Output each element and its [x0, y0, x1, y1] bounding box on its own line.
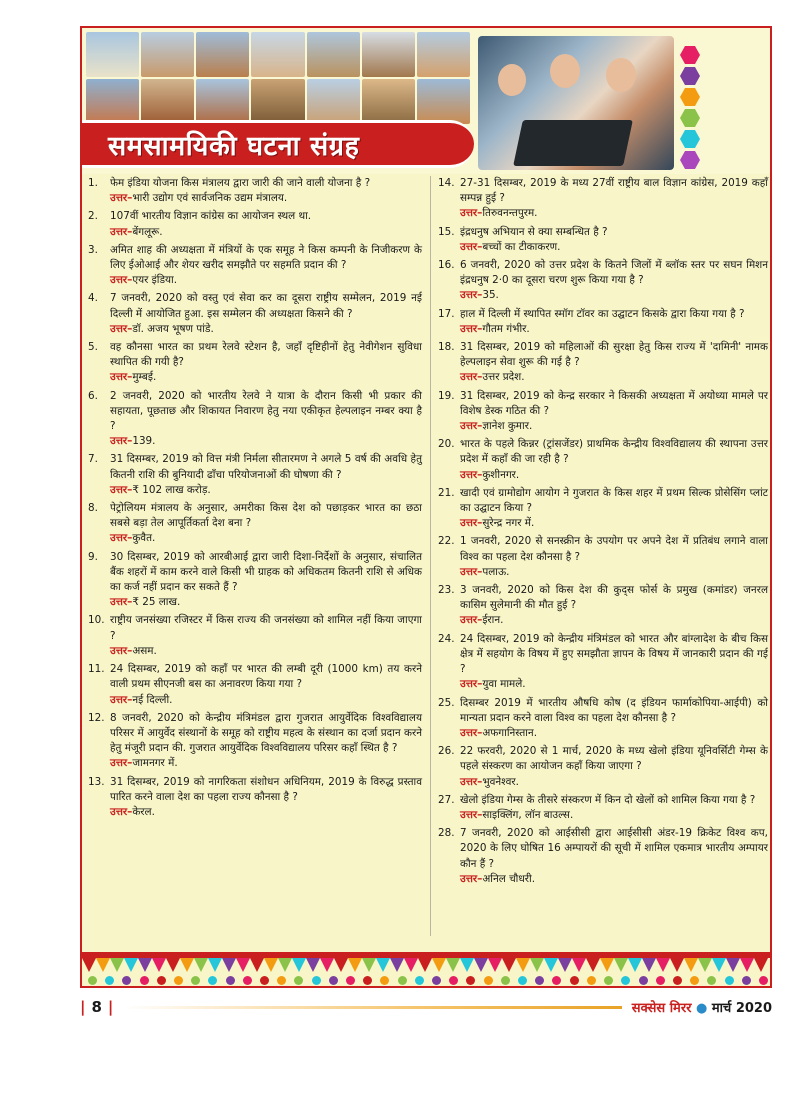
triangle-decoration — [642, 958, 656, 972]
answer-label: उत्तर– — [110, 274, 133, 287]
answer-label: उत्तर– — [110, 693, 133, 706]
dot-decoration — [398, 976, 407, 985]
question-text: 31 दिसम्बर, 2019 को नागरिकता संशोधन अधिनियम, 2019 के विरुद्ध प्रस्ताव पारित करने वाला देश का पहला राज्य कौनसा है ? — [110, 775, 422, 803]
answer-text: कुवैत. — [132, 532, 156, 545]
questions-left-column — [88, 176, 422, 823]
answer-line — [438, 468, 768, 483]
question-number: 9. — [88, 550, 98, 563]
triangle-decoration — [376, 958, 390, 972]
triangle-decoration — [208, 958, 222, 972]
hexagon-shape — [680, 151, 700, 169]
answer-text: साइक्लिंग, लॉन बाउल्स. — [482, 808, 574, 821]
question-item — [88, 176, 422, 191]
question-item — [88, 613, 422, 643]
answer-line — [438, 677, 768, 692]
triangle-decoration — [656, 958, 670, 972]
hexagon-shape — [680, 109, 700, 127]
answer-line — [438, 613, 768, 628]
question-item — [88, 662, 422, 692]
question-text: अमित शाह की अध्यक्षता में मंत्रियों के एक समूह ने किस कम्पनी के निजीकरण के लिए ईओआई और शेयर खरीद समझौते पर सहमति प्रदान की ? — [110, 243, 422, 272]
question-item — [438, 583, 768, 613]
hexagon-shape — [680, 130, 700, 148]
triangle-decoration — [292, 958, 306, 972]
answer-text: 139. — [132, 435, 156, 448]
answer-text: जामनगर में. — [132, 757, 178, 770]
question-text: 30 दिसम्बर, 2019 को आरबीआई द्वारा जारी दिशा-निर्देशों के अनुसार, संचालित बैंक शहरों में काम करने वाले किसी भी ग्राहक को अधिकतम कितनी राशि से अधिक का कर्ज नहीं प्रदान कर सकते हैं ? — [110, 550, 422, 594]
question-text: पेट्रोलियम मंत्रालय के अनुसार, अमरीका किस देश को पछाड़कर भारत का छठा सबसे बड़ा तेल आपूर्तिकर्ता देश बना ? — [110, 502, 422, 530]
answer-label: उत्तर– — [460, 614, 483, 627]
question-number: 8. — [88, 502, 98, 515]
answer-label: उत्तर– — [460, 808, 483, 821]
hexagon-shape — [680, 67, 700, 85]
triangle-decoration — [348, 958, 362, 972]
answer-line — [438, 775, 768, 790]
question-number: 26. — [438, 745, 455, 758]
dot-decoration — [604, 976, 613, 985]
dot-decoration — [484, 976, 493, 985]
hexagon-shape — [680, 88, 700, 106]
dot-decoration — [639, 976, 648, 985]
question-number: 19. — [438, 389, 455, 402]
answer-text: ईरान. — [482, 614, 504, 627]
triangle-decoration — [670, 958, 684, 972]
question-item — [88, 452, 422, 482]
dot-decoration — [243, 976, 252, 985]
answer-label: उत्तर– — [460, 371, 483, 384]
triangle-decoration — [278, 958, 292, 972]
triangle-decoration — [754, 958, 768, 972]
question-text: 27-31 दिसम्बर, 2019 के मध्य 27वीं राष्ट्रीय बाल विज्ञान कांग्रेस, 2019 कहाँ सम्पन्न हुई ? — [460, 177, 768, 205]
triangle-decoration — [96, 958, 110, 972]
triangle-decoration — [236, 958, 250, 972]
triangle-decoration — [474, 958, 488, 972]
answer-text: तिरुवनन्तपुरम. — [482, 207, 538, 220]
answer-text: ज्ञानेश कुमार. — [482, 420, 533, 433]
question-item — [438, 225, 768, 240]
dot-decoration — [656, 976, 665, 985]
answer-text: डॉ. अजय भूषण पांडे. — [132, 322, 214, 335]
question-number: 17. — [438, 307, 455, 320]
triangle-decoration — [446, 958, 460, 972]
question-number: 11. — [88, 663, 105, 676]
answer-text: ₹ 25 लाख. — [132, 596, 181, 609]
question-number: 27. — [438, 793, 455, 806]
footer-rule — [122, 1006, 622, 1009]
triangle-decoration — [544, 958, 558, 972]
triangle-decoration — [740, 958, 754, 972]
answer-text: सुरेन्द्र नगर में. — [482, 517, 535, 530]
dot-decoration — [312, 976, 321, 985]
answer-line — [88, 191, 422, 206]
page-title: समसामयिकी घटना संग्रह — [108, 130, 360, 162]
triangle-decoration — [586, 958, 600, 972]
question-item — [88, 209, 422, 224]
question-item — [88, 501, 422, 531]
triangle-decoration — [166, 958, 180, 972]
answer-line — [88, 434, 422, 449]
answer-line — [438, 872, 768, 887]
answer-text: पलाऊ. — [482, 565, 510, 578]
question-text: खेलो इंडिया गेम्स के तीसरे संस्करण में किन दो खेलों को शामिल किया गया है ? — [460, 793, 756, 806]
question-number: 21. — [438, 486, 455, 499]
dot-decoration — [466, 976, 475, 985]
triangle-decoration — [390, 958, 404, 972]
triangle-decoration — [600, 958, 614, 972]
title-banner — [82, 120, 474, 168]
question-number: 28. — [438, 827, 455, 840]
question-item — [88, 243, 422, 273]
answer-label: उत्तर– — [110, 757, 133, 770]
answer-line — [438, 322, 768, 337]
answer-label: उत्तर– — [110, 192, 133, 205]
question-item — [438, 437, 768, 467]
issue-date: मार्च 2020 — [711, 1001, 772, 1016]
triangle-decoration — [502, 958, 516, 972]
answer-label: उत्तर– — [110, 805, 133, 818]
answer-label: उत्तर– — [110, 435, 133, 448]
question-number: 5. — [88, 341, 98, 354]
answer-text: ₹ 102 लाख करोड़. — [132, 483, 211, 496]
answer-text: कुशीनगर. — [482, 468, 520, 481]
answer-text: उत्तर प्रदेश. — [482, 371, 525, 384]
dot-decoration — [260, 976, 269, 985]
page-number: | 8 | — [80, 998, 114, 1016]
question-text: इंद्रधनुष अभियान से क्या सम्बन्धित है ? — [460, 225, 608, 238]
triangle-decoration — [404, 958, 418, 972]
answer-line — [88, 225, 422, 240]
question-number: 7. — [88, 453, 98, 466]
magazine-issue — [632, 998, 772, 1016]
questions-right-column — [438, 176, 768, 890]
dot-decoration — [363, 976, 372, 985]
answer-line — [438, 370, 768, 385]
triangle-decoration — [250, 958, 264, 972]
triangle-decoration — [684, 958, 698, 972]
question-number: 6. — [88, 389, 98, 402]
question-number: 4. — [88, 292, 98, 305]
question-item — [88, 550, 422, 596]
question-item — [438, 340, 768, 370]
answer-label: उत्तर– — [110, 322, 133, 335]
question-number: 16. — [438, 259, 455, 272]
answer-label: उत्तर– — [460, 726, 483, 739]
answer-label: उत्तर– — [460, 420, 483, 433]
question-text: 31 दिसम्बर, 2019 को महिलाओं की सुरक्षा हेतु किस राज्य में 'दामिनी' नामक हेल्पलाइन सेवा शुरू की गई है ? — [460, 341, 768, 369]
answer-label: उत्तर– — [460, 468, 483, 481]
question-text: 22 फरवरी, 2020 से 1 मार्च, 2020 के मध्य खेलो इंडिया यूनिवर्सिटी गेम्स के पहले संस्करण का आयोजन कहाँ किया जाएगा ? — [460, 745, 768, 773]
question-number: 13. — [88, 775, 105, 788]
dot-decoration — [277, 976, 286, 985]
answer-text: भुवनेश्वर. — [482, 775, 519, 788]
question-item — [438, 744, 768, 774]
triangle-decoration — [362, 958, 376, 972]
question-item — [438, 696, 768, 726]
answer-line — [88, 531, 422, 546]
answer-text: युवा मामले. — [482, 678, 526, 691]
answer-label: उत्तर– — [110, 596, 133, 609]
triangle-decoration — [320, 958, 334, 972]
triangle-decoration — [334, 958, 348, 972]
answer-line — [438, 516, 768, 531]
question-number: 25. — [438, 696, 455, 709]
dot-decoration — [570, 976, 579, 985]
question-item — [88, 340, 422, 370]
question-number: 2. — [88, 210, 98, 223]
question-text: 6 जनवरी, 2020 को उत्तर प्रदेश के कितने जिलों में ब्लॉक स्तर पर सघन मिशन इंद्रधनुष 2·0 का दूसरा चरण शुरू किया गया है ? — [460, 259, 768, 287]
question-item — [88, 291, 422, 321]
triangle-decoration — [264, 958, 278, 972]
dot-decoration — [191, 976, 200, 985]
question-text: खादी एवं ग्रामोद्योग आयोग ने गुजरात के किस शहर में प्रथम सिल्क प्रोसेसिंग प्लांट का उद्घाटन किया ? — [460, 486, 768, 515]
bullet-separator: ● — [696, 1001, 708, 1016]
answer-line — [88, 805, 422, 820]
dot-decoration — [174, 976, 183, 985]
question-text: 31 दिसम्बर, 2019 को केन्द्र सरकार ने किसकी अध्यक्षता में अयोध्या मामले पर विशेष डेस्क गठित की ? — [460, 389, 768, 417]
triangle-decoration — [138, 958, 152, 972]
answer-line — [88, 273, 422, 288]
question-text: राष्ट्रीय जनसंख्या रजिस्टर में किस राज्य की जनसंख्या को शामिल नहीं किया जाएगा ? — [110, 614, 422, 642]
triangle-decoration — [306, 958, 320, 972]
magazine-page — [80, 26, 772, 988]
dot-decoration — [759, 976, 768, 985]
hexagon-shape — [680, 46, 700, 64]
dot-decoration — [518, 976, 527, 985]
triangle-decoration — [698, 958, 712, 972]
question-number: 3. — [88, 243, 98, 256]
triangle-decoration — [418, 958, 432, 972]
answer-label: उत्तर– — [460, 565, 483, 578]
dot-decoration — [673, 976, 682, 985]
answer-label: उत्तर– — [460, 207, 483, 220]
answer-text: एयर इंडिया. — [132, 274, 178, 287]
question-text: 8 जनवरी, 2020 को केन्द्रीय मंत्रिमंडल द्वारा गुजरात आयुर्वेदिक विश्वविद्यालय परिसर में आयुर्वेद संस्थानों के समूह को राष्ट्रीय महत्व के संस्थान का दर्जा प्रदान करने हेतु मंजूरी प्रदान की. गुजरात आयुर्वेदिक विश्वविद्यालय परिसर कहाँ स्थित है ? — [110, 711, 422, 755]
question-text: हाल में दिल्ली में स्थापित स्मॉग टॉवर का उद्घाटन किसके द्वारा किया गया है ? — [460, 307, 745, 320]
answer-line — [88, 322, 422, 337]
dot-decoration — [432, 976, 441, 985]
triangle-decoration — [488, 958, 502, 972]
question-item — [438, 307, 768, 322]
dot-decoration — [329, 976, 338, 985]
hexagon-decoration — [680, 46, 704, 172]
answer-line — [88, 595, 422, 610]
dot-decoration — [122, 976, 131, 985]
question-number: 22. — [438, 535, 455, 548]
question-text: 7 जनवरी, 2020 को वस्तु एवं सेवा कर का दूसरा राष्ट्रीय सम्मेलन, 2019 नई दिल्ली में आयोजित हुआ. इस सम्मेलन की अध्यक्षता किसने की ? — [110, 292, 422, 320]
answer-line — [438, 565, 768, 580]
dot-decoration — [140, 976, 149, 985]
triangle-decoration — [110, 958, 124, 972]
answer-text: 35. — [482, 289, 499, 302]
triangle-decoration — [152, 958, 166, 972]
dot-decoration — [725, 976, 734, 985]
triangle-decoration — [124, 958, 138, 972]
dot-decoration — [157, 976, 166, 985]
question-text: वह कौनसा भारत का प्रथम रेलवे स्टेशन है, जहाँ दृष्टिहीनों हेतु नेवीगेशन सुविधा स्थापित की गयी है? — [110, 341, 422, 369]
answer-label: उत्तर– — [460, 322, 483, 335]
question-text: 3 जनवरी, 2020 को किस देश की कुद्स फोर्स के प्रमुख (कमांडर) जनरल कासिम सुलेमानी की मौत हुई ? — [460, 584, 768, 612]
dot-decoration — [535, 976, 544, 985]
dot-decoration — [88, 976, 97, 985]
answer-label: उत्तर– — [460, 517, 483, 530]
question-item — [88, 775, 422, 805]
answer-text: नई दिल्ली. — [132, 693, 173, 706]
answer-label: उत्तर– — [110, 532, 133, 545]
dot-decoration — [690, 976, 699, 985]
answer-text: मुम्बई. — [132, 371, 157, 384]
dot-decoration — [621, 976, 630, 985]
question-item — [438, 258, 768, 288]
dot-decoration — [742, 976, 751, 985]
question-number: 23. — [438, 584, 455, 597]
triangle-decoration — [460, 958, 474, 972]
answer-label: उत्तर– — [110, 483, 133, 496]
monuments-collage-image — [86, 32, 470, 124]
question-text: भारत के पहले किन्नर (ट्रांसजेंडर) प्राथमिक केन्द्रीय विश्वविद्यालय की स्थापना उत्तर प्रदेश में कहाँ की जा रही है ? — [460, 438, 768, 466]
question-text: 2 जनवरी, 2020 को भारतीय रेलवे ने यात्रा के दौरान किसी भी प्रकार की सहायता, पूछताछ और शिकायत निवारण हेतु नया एकीकृत हेल्पलाइन नम्बर क्या है ? — [110, 389, 422, 433]
answer-line — [438, 206, 768, 221]
answer-text: बच्चों का टीकाकरण. — [482, 240, 561, 253]
answer-line — [438, 726, 768, 741]
question-text: 1 जनवरी, 2020 से सनस्क्रीन के उपयोग पर अपने देश में प्रतिबंध लगाने वाला विश्व का पहला देश कौनसा है ? — [460, 535, 768, 563]
question-number: 24. — [438, 632, 455, 645]
answer-label: उत्तर– — [460, 289, 483, 302]
triangle-decoration — [614, 958, 628, 972]
triangle-decoration — [572, 958, 586, 972]
question-text: फेम इंडिया योजना किस मंत्रालय द्वारा जारी की जाने वाली योजना है ? — [110, 177, 371, 189]
question-item — [88, 711, 422, 757]
decorative-footer-strip — [82, 952, 770, 986]
triangle-decoration — [180, 958, 194, 972]
triangle-decoration — [432, 958, 446, 972]
question-text: 24 दिसम्बर, 2019 को केन्द्रीय मंत्रिमंडल को भारत और बांग्लादेश के बीच किस क्षेत्र में सहयोग के विषय में हुए समझौता ज्ञापन के विषय में जानकारी प्रदान की गई ? — [460, 632, 768, 676]
answer-text: असम. — [132, 644, 157, 657]
triangle-decoration — [222, 958, 236, 972]
dot-decoration — [415, 976, 424, 985]
dot-decoration — [552, 976, 561, 985]
dot-decoration — [346, 976, 355, 985]
dot-decoration — [501, 976, 510, 985]
answer-line — [88, 756, 422, 771]
question-number: 18. — [438, 341, 455, 354]
triangle-decoration — [530, 958, 544, 972]
triangle-decoration — [516, 958, 530, 972]
answer-line — [438, 808, 768, 823]
answer-label: उत्तर– — [460, 775, 483, 788]
question-item — [438, 632, 768, 678]
page-footer — [80, 996, 772, 1018]
dot-decoration — [105, 976, 114, 985]
dot-decoration — [707, 976, 716, 985]
answer-text: केरल. — [132, 805, 155, 818]
dot-decoration — [587, 976, 596, 985]
question-number: 12. — [88, 711, 105, 724]
question-item — [88, 389, 422, 435]
triangle-decoration — [712, 958, 726, 972]
question-text: 7 जनवरी, 2020 को आईसीसी द्वारा आईसीसी अंडर-19 क्रिकेट विश्व कप, 2020 के लिए घोषित 16 अम्पायरों की सूची में शामिल एकमात्र भारतीय अम्पायर कौन हैं ? — [460, 827, 768, 870]
question-text: दिसम्बर 2019 में भारतीय औषधि कोष (द इंडियन फार्माकोपिया-आईपी) को मान्यता प्रदान करने वाला विश्व का पहला देश कौनसा है ? — [460, 696, 768, 724]
dot-decoration — [208, 976, 217, 985]
triangle-decoration — [82, 958, 96, 972]
answer-label: उत्तर– — [460, 240, 483, 253]
dot-decoration — [380, 976, 389, 985]
triangle-decoration — [558, 958, 572, 972]
answer-line — [88, 644, 422, 659]
answer-line — [438, 419, 768, 434]
answer-label: उत्तर– — [110, 225, 133, 238]
answer-label: उत्तर– — [460, 678, 483, 691]
answer-label: उत्तर– — [110, 644, 133, 657]
question-number: 1. — [88, 177, 98, 189]
triangle-decoration — [628, 958, 642, 972]
answer-line — [88, 483, 422, 498]
answer-line — [88, 693, 422, 708]
question-text: 24 दिसम्बर, 2019 को कहाँ पर भारत की लम्बी दूरी (1000 km) तय करने वाली प्रथम सीएनजी बस का अनावरण किया गया ? — [110, 663, 422, 691]
question-text: 31 दिसम्बर, 2019 को वित्त मंत्री निर्मला सीतारमण ने अगले 5 वर्ष की अवधि हेतु कितनी राशि की बुनियादी ढाँचा परियोजनाओं की घोषणा की ? — [110, 453, 422, 481]
answer-line — [88, 370, 422, 385]
answer-text: भारी उद्योग एवं सार्वजनिक उद्यम मंत्रालय. — [132, 192, 288, 205]
question-item — [438, 389, 768, 419]
page-header — [82, 28, 770, 174]
triangle-decoration — [194, 958, 208, 972]
magazine-name: सक्सेस मिरर — [631, 1001, 692, 1016]
question-number: 15. — [438, 225, 455, 238]
column-divider — [430, 176, 431, 936]
answer-text: अफगानिस्तान. — [482, 726, 538, 739]
answer-line — [438, 240, 768, 255]
answer-label: उत्तर– — [110, 371, 133, 384]
answer-text: अनिल चौधरी. — [482, 872, 535, 885]
answer-text: गौतम गंभीर. — [482, 322, 530, 335]
question-item — [438, 826, 768, 872]
answer-line — [438, 288, 768, 303]
question-number: 10. — [88, 614, 105, 627]
question-item — [438, 486, 768, 516]
dot-decoration — [226, 976, 235, 985]
answer-label: उत्तर– — [460, 872, 483, 885]
question-text: 107वीं भारतीय विज्ञान कांग्रेस का आयोजन स्थल था. — [110, 210, 312, 223]
answer-text: बेंगलूरू. — [132, 225, 163, 238]
question-number: 20. — [438, 438, 455, 451]
dot-decoration — [294, 976, 303, 985]
students-laptop-photo — [478, 36, 674, 170]
triangle-decoration — [726, 958, 740, 972]
question-item — [438, 793, 768, 808]
question-number: 14. — [438, 177, 455, 189]
question-item — [438, 534, 768, 564]
question-item — [438, 176, 768, 206]
dot-decoration — [449, 976, 458, 985]
